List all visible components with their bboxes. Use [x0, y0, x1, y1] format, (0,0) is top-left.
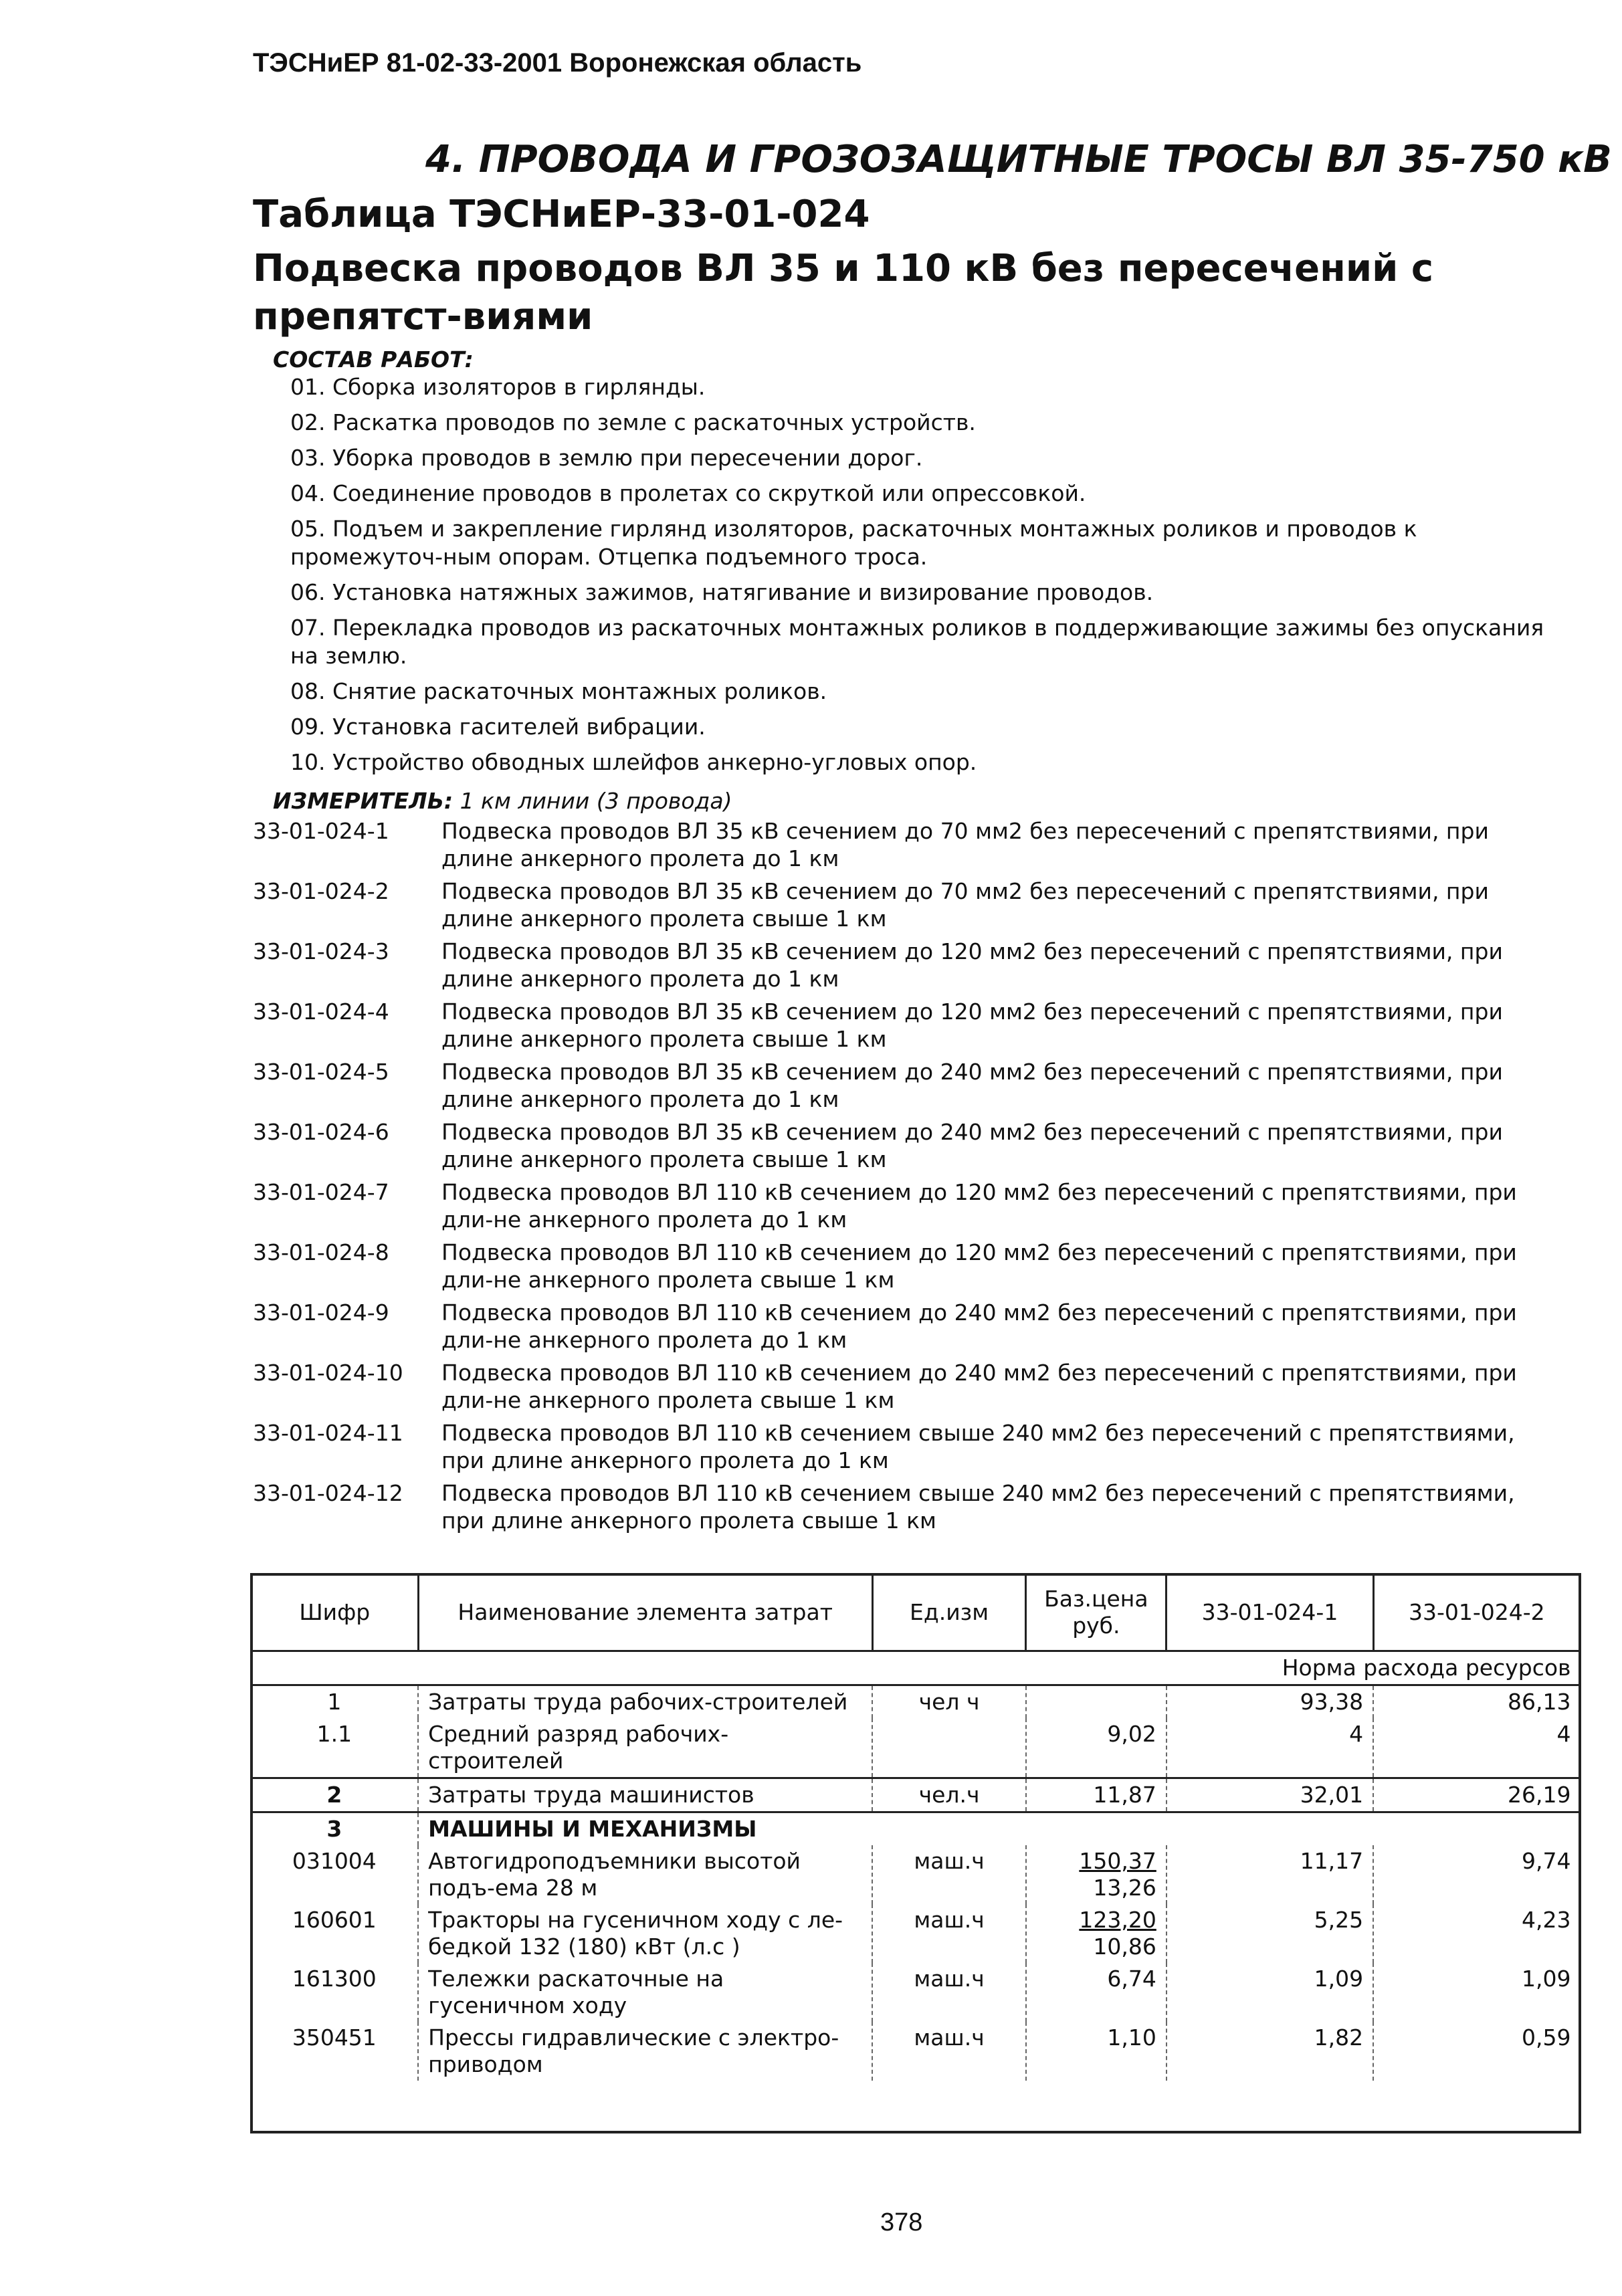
variant-code: 33-01-024-1 — [253, 818, 389, 844]
row-value-1: 1,09 — [1167, 1963, 1373, 2022]
row-unit: маш.ч — [872, 1904, 1026, 1963]
header-col2: 33-01-024-2 — [1373, 1574, 1580, 1651]
row-unit: чел.ч — [872, 1778, 1026, 1812]
variant-code: 33-01-024-3 — [253, 938, 389, 964]
row-code: 1.1 — [316, 1721, 352, 1747]
row-name: Затраты труда машинистов — [418, 1778, 872, 1812]
work-item: 08. Снятие раскаточных монтажных роликов. — [290, 678, 827, 704]
table-row — [251, 1904, 1581, 1963]
work-composition-list — [290, 373, 1561, 784]
work-item: 04. Соединение проводов в пролетах со скруткой или опрессовкой. — [290, 480, 1086, 506]
variant-row — [253, 1479, 1557, 1534]
measurer — [273, 788, 732, 814]
row-price-main: 123,20 — [1079, 1907, 1156, 1933]
row-code: 031004 — [292, 1848, 377, 1874]
work-item: 06. Установка натяжных зажимов, натягивание и визирование проводов. — [290, 579, 1154, 605]
variant-row — [253, 817, 1557, 872]
row-price: 11,87 — [1026, 1778, 1167, 1812]
table-row — [251, 1812, 1581, 1846]
variant-description: Подвеска проводов ВЛ 35 кВ сечением до 240 мм2 без пересечений с препятствиями, при длине анкерного пролета свыше 1 км — [441, 1119, 1503, 1172]
variant-code: 33-01-024-6 — [253, 1119, 389, 1145]
row-code: 3 — [251, 1812, 419, 1846]
header-name: Наименование элемента затрат — [418, 1574, 872, 1651]
row-value-2 — [1373, 1812, 1580, 1846]
row-name: Тележки раскаточные на гусеничном ходу — [418, 1963, 872, 2022]
row-price-secondary: 13,26 — [1093, 1875, 1156, 1901]
table-row — [251, 1718, 1581, 1778]
row-name: Тракторы на гусеничном ходу с ле-бедкой 132 (180) кВт (л.с ) — [418, 1904, 872, 1963]
variant-code: 33-01-024-9 — [253, 1299, 389, 1326]
row-value-1: 1,82 — [1167, 2022, 1373, 2081]
row-value-1: 32,01 — [1167, 1778, 1373, 1812]
work-item: 05. Подъем и закрепление гирлянд изоляторов, раскаточных монтажных роликов и проводов к промежуточ-ным опорам. Отцепка подъемного троса. — [290, 516, 1417, 570]
variant-row — [253, 938, 1557, 993]
variant-description: Подвеска проводов ВЛ 110 кВ сечением до 240 мм2 без пересечений с препятствиями, при дли-не анкерного пролета до 1 км — [441, 1299, 1517, 1353]
row-value-2: 9,74 — [1373, 1845, 1580, 1904]
variant-description: Подвеска проводов ВЛ 110 кВ сечением до 120 мм2 без пересечений с препятствиями, при дли-не анкерного пролета до 1 км — [441, 1179, 1517, 1233]
work-composition-label: СОСТАВ РАБОТ: — [273, 346, 474, 373]
table-header-row — [251, 1574, 1581, 1651]
variant-list — [253, 817, 1557, 1540]
row-value-2: 4,23 — [1373, 1904, 1580, 1963]
variant-code: 33-01-024-8 — [253, 1239, 389, 1265]
variant-row — [253, 1299, 1557, 1354]
variant-description: Подвеска проводов ВЛ 35 кВ сечением до 70 мм2 без пересечений с препятствиями, при длине анкерного пролета до 1 км — [441, 818, 1489, 871]
row-price — [1026, 1812, 1167, 1846]
variant-row — [253, 1178, 1557, 1233]
work-item: 03. Уборка проводов в землю при пересечении дорог. — [290, 445, 923, 471]
row-value-2: 26,19 — [1373, 1778, 1580, 1812]
header-price: Баз.цена руб. — [1026, 1574, 1167, 1651]
variant-code: 33-01-024-12 — [253, 1480, 403, 1506]
section-title: 4. ПРОВОДА И ГРОЗОЗАЩИТНЫЕ ТРОСЫ ВЛ 35-750 кВ — [425, 138, 1612, 181]
header-unit: Ед.изм — [872, 1574, 1026, 1651]
measurer-value: 1 км линии (3 провода) — [460, 788, 732, 814]
row-unit: маш.ч — [872, 2022, 1026, 2081]
row-name: Прессы гидравлические с электро-приводом — [418, 2022, 872, 2081]
variant-description: Подвеска проводов ВЛ 110 кВ сечением свыше 240 мм2 без пересечений с препятствиями, при длине анкерного пролета свыше 1 км — [441, 1480, 1515, 1534]
work-item: 02. Раскатка проводов по земле с раскаточных устройств. — [290, 409, 976, 435]
table-row — [251, 1685, 1581, 1719]
variant-description: Подвеска проводов ВЛ 35 кВ сечением до 70 мм2 без пересечений с препятствиями, при длине анкерного пролета свыше 1 км — [441, 878, 1489, 932]
row-code: 350451 — [292, 2024, 377, 2051]
variant-row — [253, 877, 1557, 932]
variant-description: Подвеска проводов ВЛ 35 кВ сечением до 120 мм2 без пересечений с препятствиями, при длине анкерного пролета до 1 км — [441, 938, 1503, 992]
variant-row — [253, 1419, 1557, 1474]
row-value-2: 4 — [1373, 1718, 1580, 1778]
resource-table — [250, 1573, 1581, 2081]
variant-description: Подвеска проводов ВЛ 110 кВ сечением до 240 мм2 без пересечений с препятствиями, при дли-не анкерного пролета свыше 1 км — [441, 1360, 1517, 1413]
work-item: 10. Устройство обводных шлейфов анкерно-угловых опор. — [290, 749, 977, 775]
variant-description: Подвеска проводов ВЛ 35 кВ сечением до 120 мм2 без пересечений с препятствиями, при длине анкерного пролета свыше 1 км — [441, 999, 1503, 1052]
variant-row — [253, 1058, 1557, 1113]
variant-code: 33-01-024-10 — [253, 1360, 403, 1386]
table-title: Таблица ТЭСНиЕР-33-01-024 — [253, 193, 870, 236]
table-row — [251, 2022, 1581, 2081]
header-code: Шифр — [251, 1574, 419, 1651]
row-code: 1 — [251, 1685, 419, 1719]
row-name: Средний разряд рабочих-строителей — [418, 1718, 872, 1778]
row-name: Автогидроподъемники высотой подъ-ема 28 м — [418, 1845, 872, 1904]
variant-code: 33-01-024-7 — [253, 1179, 389, 1205]
row-value-2: 1,09 — [1373, 1963, 1580, 2022]
row-code: 2 — [251, 1778, 419, 1812]
row-unit — [872, 1812, 1026, 1846]
row-value-1: 11,17 — [1167, 1845, 1373, 1904]
variant-description: Подвеска проводов ВЛ 35 кВ сечением до 240 мм2 без пересечений с препятствиями, при длине анкерного пролета до 1 км — [441, 1059, 1503, 1112]
row-price — [1026, 1904, 1167, 1963]
row-code: 160601 — [292, 1907, 377, 1933]
work-item: 01. Сборка изоляторов в гирлянды. — [290, 374, 706, 400]
row-unit — [872, 1718, 1026, 1778]
table-row — [251, 1778, 1581, 1812]
row-price — [1026, 1685, 1167, 1719]
row-code: 161300 — [292, 1966, 377, 1992]
row-price: 6,74 — [1026, 1963, 1167, 2022]
row-unit: маш.ч — [872, 1963, 1026, 2022]
work-item: 09. Установка гасителей вибрации. — [290, 714, 706, 740]
row-value-1: 5,25 — [1167, 1904, 1373, 1963]
document-header: ТЭСНиЕР 81-02-33-2001 Воронежская область — [253, 48, 862, 78]
variant-row — [253, 998, 1557, 1053]
measurer-label: ИЗМЕРИТЕЛЬ: — [273, 788, 453, 814]
norm-label-row — [251, 1651, 1581, 1685]
table-subject: Подвеска проводов ВЛ 35 и 110 кВ без пересечений с препятст-виями — [253, 247, 1434, 338]
work-item: 07. Перекладка проводов из раскаточных монтажных роликов в поддерживающие зажимы без опускания на землю. — [290, 615, 1544, 669]
variant-row — [253, 1118, 1557, 1173]
norm-label: Норма расхода ресурсов — [1282, 1655, 1571, 1681]
table-row — [251, 1845, 1581, 1904]
row-value-1 — [1167, 1812, 1373, 1846]
row-name: МАШИНЫ И МЕХАНИЗМЫ — [418, 1812, 872, 1846]
row-price: 1,10 — [1026, 2022, 1167, 2081]
variant-description: Подвеска проводов ВЛ 110 кВ сечением свыше 240 мм2 без пересечений с препятствиями, при длине анкерного пролета до 1 км — [441, 1420, 1515, 1473]
variant-code: 33-01-024-5 — [253, 1059, 389, 1085]
row-name: Затраты труда рабочих-строителей — [418, 1685, 872, 1719]
variant-code: 33-01-024-11 — [253, 1420, 403, 1446]
row-price: 9,02 — [1026, 1718, 1167, 1778]
row-value-2: 0,59 — [1373, 2022, 1580, 2081]
page-number: 378 — [880, 2208, 923, 2236]
row-price-main: 150,37 — [1079, 1848, 1156, 1874]
row-price-secondary: 10,86 — [1093, 1934, 1156, 1960]
variant-code: 33-01-024-2 — [253, 878, 389, 904]
variant-code: 33-01-024-4 — [253, 999, 389, 1025]
row-value-1: 4 — [1167, 1718, 1373, 1778]
row-value-1: 93,38 — [1167, 1685, 1373, 1719]
row-unit: маш.ч — [872, 1845, 1026, 1904]
row-value-2: 86,13 — [1373, 1685, 1580, 1719]
row-unit: чел ч — [872, 1685, 1026, 1719]
variant-row — [253, 1239, 1557, 1293]
table-row — [251, 1963, 1581, 2022]
variant-row — [253, 1359, 1557, 1414]
variant-description: Подвеска проводов ВЛ 110 кВ сечением до 120 мм2 без пересечений с препятствиями, при дли-не анкерного пролета свыше 1 км — [441, 1239, 1517, 1293]
header-col1: 33-01-024-1 — [1167, 1574, 1373, 1651]
row-price — [1026, 1845, 1167, 1904]
